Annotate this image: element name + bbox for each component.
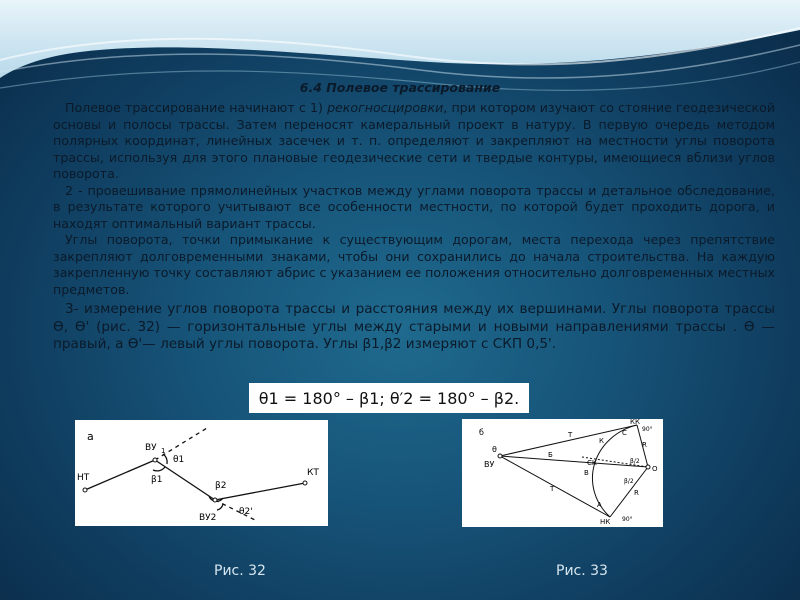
fig32-label-nt: НТ — [77, 473, 90, 483]
fig33-label-t-top: Т — [568, 431, 573, 439]
fig32-label-beta1: β1 — [151, 475, 163, 485]
fig32-point-vu2 — [213, 498, 217, 502]
fig33-label-ck: СК — [587, 459, 597, 467]
fig33-label-half-beta-1: β/2 — [630, 458, 640, 465]
fig33-radius-bottom — [610, 467, 648, 517]
fig33-point-vu — [498, 454, 502, 458]
fig33-label-90-bottom: 90° — [622, 516, 633, 523]
fig32-point-nt — [83, 488, 87, 492]
paragraph-2: 2 - провешивание прямолинейных участков между углами поворота трассы и детальное обследование, в результате которого учитывают все особенности местности, по которой будет проходить дорога, и находят оптимальный вариант трассы. — [53, 182, 775, 231]
fig32-label-theta2: θ2' — [239, 507, 253, 517]
fig32-segment-3 — [215, 483, 305, 500]
slide-body — [53, 100, 775, 354]
paragraph-1-text-b: , при котором изучают со стояние геодезической основы и полосы трассы. Затем переносят камеральный проект в натуру. В первую очередь методом полярных координат, линейных засечек и т. п. определяют и закрепляют на местности углы поворота трассы, используя для этого плановые геодезические сети и твердые контуры, имеющиеся вблизи углов поворота. — [53, 100, 775, 181]
fig33-label-r-bottom: R — [634, 489, 639, 497]
paragraph-3: Углы поворота, точки примыкание к существующим дорогам, места перехода через препятствие закрепляют долговременными знаками, чтобы они сохранились до начала строительства. На каждую закрепленную точку составляют абрис с указанием ее положения относительно долговременных местных предметов. — [53, 232, 775, 297]
fig32-point-kt — [303, 481, 307, 485]
fig33-label-t-bottom: Т — [550, 485, 555, 493]
fig32-label-beta2: β2 — [215, 481, 227, 491]
paragraph-4: 3- измерение углов поворота трассы и расстояния между их вершинами. Углы поворота трассы Ѳ, Ѳ' (рис. 32) — горизонтальные углы между старыми и новыми направлениями трассы . Ѳ — правый, а Ѳ'— левый углы поворота. Углы β1,β2 измеряют с СКП 0,5'. — [53, 301, 775, 352]
figure-32-diagram — [75, 420, 328, 526]
fig33-point-o — [646, 465, 650, 469]
fig32-label-a: а — [87, 430, 94, 443]
fig32-beta1-arc — [153, 467, 165, 471]
fig33-label-theta: θ — [492, 445, 497, 454]
fig32-label-vu1-sub: 1 — [161, 447, 166, 455]
angle-formula: θ1 = 180° – β1; θ′2 = 180° – β2. — [249, 383, 529, 413]
figure-33-diagram — [462, 419, 663, 527]
fig32-label-vu2: ВУ2 — [199, 513, 217, 523]
fig32-segment-1 — [85, 460, 155, 490]
fig33-label-v: В — [584, 469, 589, 477]
fig33-label-r-top: R — [642, 441, 647, 449]
fig32-point-vu1 — [153, 458, 157, 462]
fig33-label-c: С — [622, 429, 627, 437]
figure-33 — [462, 419, 663, 527]
fig32-label-theta1: θ1 — [173, 455, 185, 465]
slide-title: 6.4 Полевое трассирование — [299, 80, 501, 95]
fig33-label-90-top: 90° — [642, 426, 653, 433]
fig33-label-o: О — [652, 465, 658, 473]
fig32-theta2-arc — [217, 504, 223, 510]
paragraph-1 — [53, 100, 775, 183]
fig33-tangent-top — [500, 425, 637, 456]
fig33-label-kk: КК — [630, 419, 640, 426]
fig32-label-vu1: ВУ — [145, 443, 157, 453]
fig32-theta1-arc — [163, 454, 167, 464]
paragraph-1-italic-term: рекогносцировки — [327, 100, 444, 115]
fig33-label-nk: НК — [600, 518, 611, 526]
fig33-label-vu: ВУ — [484, 460, 495, 469]
fig33-label-b: б — [479, 428, 484, 437]
fig33-label-a: А — [597, 501, 602, 509]
figure-32-caption: Рис. 32 — [214, 563, 266, 579]
fig33-label-k: К — [599, 437, 604, 445]
figure-33-caption: Рис. 33 — [556, 563, 608, 579]
fig33-bisector — [500, 456, 648, 467]
fig33-label-bisector: Б — [548, 451, 553, 459]
fig33-label-half-beta-2: β/2 — [624, 478, 634, 485]
fig32-label-kt: КТ — [307, 468, 319, 478]
fig32-segment-2 — [155, 460, 215, 500]
figure-32 — [75, 420, 328, 526]
paragraph-1-text-a: Полевое трассирование начинают с 1) — [65, 100, 328, 115]
